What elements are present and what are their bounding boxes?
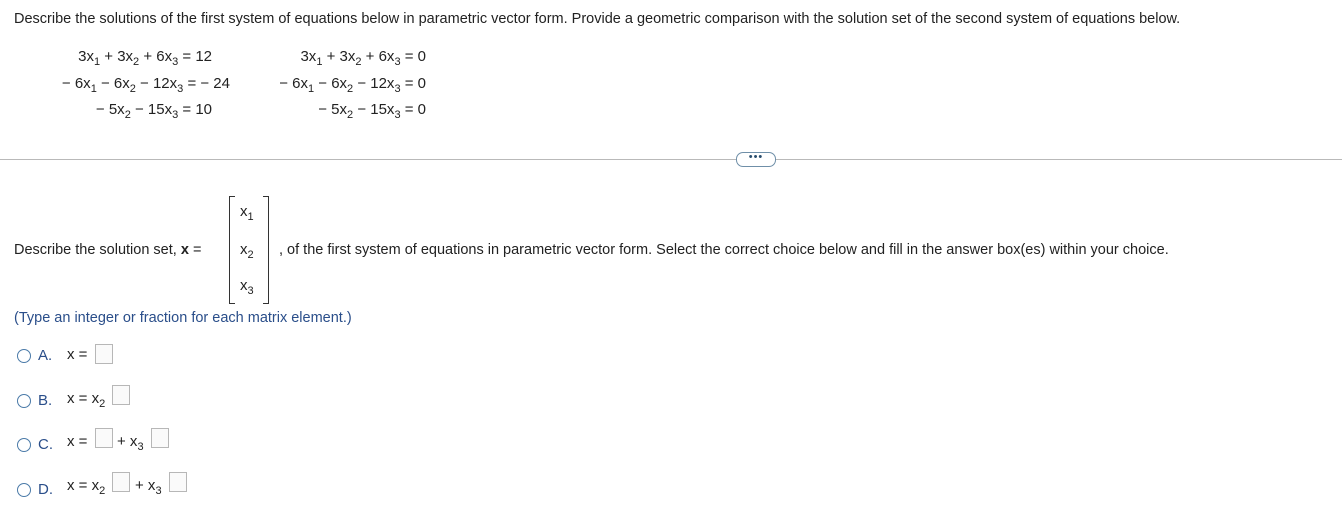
choice-c-letter: C.	[38, 436, 53, 453]
prompt-prefix: Describe the solution set, x =	[14, 242, 202, 258]
choice-d-lhs: $x = x_2$	[67, 477, 106, 497]
section-divider	[0, 159, 1342, 160]
choice-b-lhs: $x = x_2$	[67, 390, 106, 410]
choice-c-lhs: x =	[67, 433, 88, 450]
choice-b-letter: B.	[38, 392, 53, 409]
system2-equation-1: $3x_1 + 3x_2 + 6x_3 = 0$	[300, 48, 426, 68]
system1-equation-3: − $5x_2 - 15x_3 = 10$	[95, 101, 212, 121]
choice-d-answer-box-2[interactable]	[169, 472, 187, 492]
choice-c-plus-term: + $x_3$	[117, 433, 144, 453]
choice-b-radio[interactable]	[17, 394, 31, 408]
system2-equation-3: − $5x_2 - 15x_3 = 0$	[318, 101, 426, 121]
choice-c-radio[interactable]	[17, 438, 31, 452]
prompt-suffix: , of the first system of equations in parametric vector form. Select the correct choice below and fill in the answer box(es) within your choice.	[279, 242, 1169, 258]
choice-d-answer-box-1[interactable]	[112, 472, 130, 492]
choice-a-radio[interactable]	[17, 349, 31, 363]
answer-hint: (Type an integer or fraction for each matrix element.)	[14, 310, 352, 326]
matrix-element-x1: $x_1$	[240, 203, 254, 223]
system2-equation-2: − $6x_1 - 6x_2 - 12x_3 = 0$	[279, 75, 426, 95]
choice-d-plus-term: + $x_3$	[135, 477, 162, 497]
solution-vector-matrix	[229, 196, 269, 304]
question-instructions: Describe the solutions of the first system of equations below in parametric vector form. Provide a geometric comparison with the solution set of the second system of equations below.	[14, 11, 1181, 27]
system1-equation-2: − $6x_1 - 6x_2 - 12x_3$ = − 24	[61, 75, 230, 95]
choice-a-letter: A.	[38, 347, 53, 364]
matrix-left-bracket	[229, 196, 235, 304]
choice-a-answer-box[interactable]	[95, 344, 113, 364]
choice-a-lhs: x =	[67, 346, 88, 363]
choice-c-answer-box-2[interactable]	[151, 428, 169, 448]
system1-equation-1: $3x_1 + 3x_2 + 6x_3 = 12$	[78, 48, 212, 68]
matrix-right-bracket	[263, 196, 269, 304]
show-more-button[interactable]: •••	[736, 152, 776, 167]
choice-b-answer-box[interactable]	[112, 385, 130, 405]
choice-c-answer-box-1[interactable]	[95, 428, 113, 448]
choice-d-radio[interactable]	[17, 483, 31, 497]
matrix-element-x3: $x_3$	[240, 277, 254, 297]
matrix-element-x2: $x_2$	[240, 241, 254, 261]
choice-d-letter: D.	[38, 481, 53, 498]
